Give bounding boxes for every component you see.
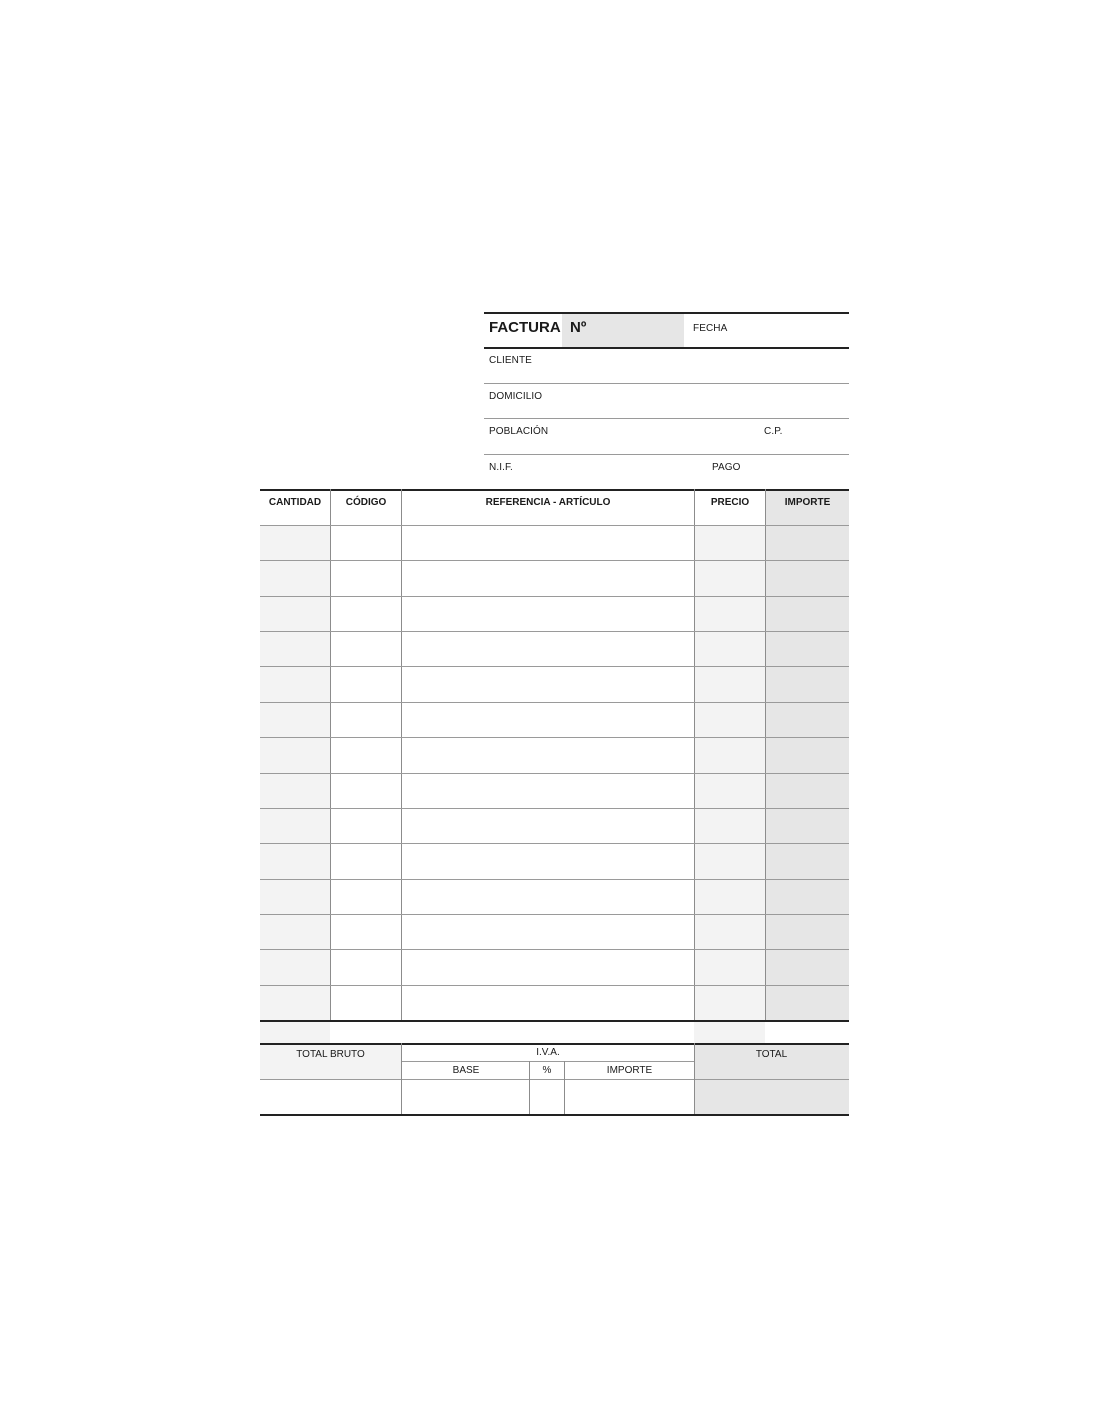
price-column-shade bbox=[694, 525, 765, 1056]
vat-percent-label: % bbox=[542, 1065, 552, 1076]
vat-percent-field[interactable] bbox=[530, 1080, 564, 1114]
table-row bbox=[260, 914, 849, 915]
column-divider bbox=[765, 489, 766, 1021]
column-header-price: PRECIO bbox=[710, 497, 750, 508]
table-row bbox=[260, 702, 849, 703]
vat-amount-label: IMPORTE bbox=[606, 1065, 653, 1076]
town-field[interactable] bbox=[484, 419, 754, 453]
column-divider bbox=[694, 489, 695, 1021]
town-label: POBLACIÓN bbox=[489, 426, 549, 437]
gross-total-field[interactable] bbox=[260, 1080, 401, 1114]
table-row bbox=[260, 879, 849, 880]
postcode-label: C.P. bbox=[764, 426, 783, 437]
address-field[interactable] bbox=[484, 384, 849, 418]
column-header-quantity: CANTIDAD bbox=[268, 497, 322, 508]
vat-divider bbox=[402, 1061, 694, 1062]
table-row bbox=[260, 631, 849, 632]
payment-field[interactable] bbox=[706, 455, 849, 489]
vat-base-label: BASE bbox=[452, 1065, 480, 1076]
column-header-code: CÓDIGO bbox=[345, 497, 387, 508]
totals-top-rule bbox=[260, 1043, 849, 1045]
gross-total-label: TOTAL BRUTO bbox=[296, 1049, 365, 1060]
column-header-reference: REFERENCIA - ARTÍCULO bbox=[485, 497, 611, 508]
postcode-field[interactable] bbox=[756, 419, 849, 453]
table-row bbox=[260, 596, 849, 597]
vat-amount-field[interactable] bbox=[565, 1080, 694, 1114]
vat-base-field[interactable] bbox=[402, 1080, 529, 1114]
column-divider bbox=[330, 489, 331, 1021]
date-label: FECHA bbox=[693, 323, 728, 334]
table-row bbox=[260, 808, 849, 809]
table-row bbox=[260, 773, 849, 774]
total-label: TOTAL bbox=[755, 1049, 788, 1060]
invoice-header bbox=[484, 312, 849, 490]
totals-bottom-rule bbox=[260, 1114, 849, 1116]
quantity-column-shade bbox=[260, 525, 330, 1056]
table-row bbox=[260, 560, 849, 561]
column-divider bbox=[401, 489, 402, 1021]
column-divider bbox=[694, 1043, 695, 1114]
invoice-title: FACTURA bbox=[489, 319, 561, 336]
table-row bbox=[260, 843, 849, 844]
table-row bbox=[260, 949, 849, 950]
table-row bbox=[260, 525, 849, 526]
tax-id-label: N.I.F. bbox=[489, 462, 513, 473]
vat-label: I.V.A. bbox=[536, 1047, 560, 1058]
address-label: DOMICILIO bbox=[489, 391, 543, 402]
date-field[interactable] bbox=[684, 314, 849, 348]
column-header-amount: IMPORTE bbox=[784, 497, 831, 508]
totals-table bbox=[260, 1043, 849, 1116]
table-row bbox=[260, 666, 849, 667]
items-bottom-rule bbox=[260, 1020, 849, 1022]
client-field[interactable] bbox=[484, 349, 849, 383]
client-label: CLIENTE bbox=[489, 355, 532, 366]
amount-column-shade bbox=[765, 489, 849, 1022]
payment-label: PAGO bbox=[712, 462, 741, 473]
table-row bbox=[260, 985, 849, 986]
items-table bbox=[260, 489, 849, 1022]
tax-id-field[interactable] bbox=[484, 455, 704, 489]
table-row bbox=[260, 737, 849, 738]
invoice-number-label: Nº bbox=[570, 319, 587, 336]
